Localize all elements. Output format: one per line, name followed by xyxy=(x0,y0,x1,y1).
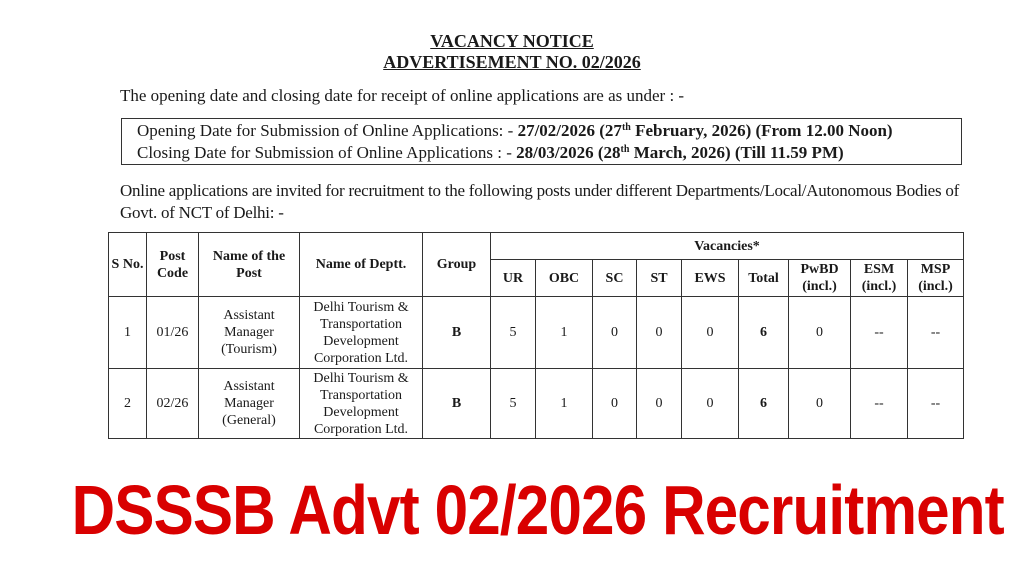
dates-box xyxy=(121,118,962,165)
header-group: Group xyxy=(423,233,491,297)
cell-post-name: Assistant Manager (General) xyxy=(199,369,300,439)
opening-date-label: Opening Date for Submission of Online Applications: - xyxy=(137,121,518,140)
advertisement-number: ADVERTISEMENT NO. 02/2026 xyxy=(383,52,641,72)
cell-total: 6 xyxy=(739,297,789,369)
cell-esm: -- xyxy=(851,369,908,439)
header-st: ST xyxy=(637,260,682,297)
opening-date-line xyxy=(137,120,961,142)
header-row-1 xyxy=(109,233,964,260)
header-vacancies: Vacancies* xyxy=(491,233,964,260)
header-pwbd: PwBD (incl.) xyxy=(789,260,851,297)
cell-group: B xyxy=(423,369,491,439)
intro-text: The opening date and closing date for receipt of online applications are as under : - xyxy=(120,86,685,105)
closing-date-line xyxy=(137,142,961,164)
cell-obc: 1 xyxy=(536,369,593,439)
cell-sc: 0 xyxy=(593,297,637,369)
header-sc: SC xyxy=(593,260,637,297)
closing-date-value: 28/03/2026 (28th March, 2026) (Till 11.59 PM) xyxy=(516,143,844,162)
closing-date-label: Closing Date for Submission of Online Applications : - xyxy=(137,143,517,162)
cell-msp: -- xyxy=(908,297,964,369)
opening-date-value: 27/02/2026 (27th February, 2026) (From 12.00 Noon) xyxy=(517,121,893,140)
header-esm: ESM (incl.) xyxy=(851,260,908,297)
cell-ur: 5 xyxy=(491,369,536,439)
cell-st: 0 xyxy=(637,297,682,369)
header-obc: OBC xyxy=(536,260,593,297)
cell-post-code: 01/26 xyxy=(147,297,199,369)
cell-st: 0 xyxy=(637,369,682,439)
cell-pwbd: 0 xyxy=(789,297,851,369)
header-ur: UR xyxy=(491,260,536,297)
header-ews: EWS xyxy=(682,260,739,297)
cell-sno: 1 xyxy=(109,297,147,369)
header-post-code: Post Code xyxy=(147,233,199,297)
cell-post-code: 02/26 xyxy=(147,369,199,439)
cell-msp: -- xyxy=(908,369,964,439)
cell-sc: 0 xyxy=(593,369,637,439)
header-total: Total xyxy=(739,260,789,297)
recruitment-banner: DSSSB Advt 02/2026 Recruitment xyxy=(71,471,1004,549)
vacancy-table xyxy=(108,232,964,439)
table-row xyxy=(109,369,964,439)
notice-title: VACANCY NOTICE xyxy=(430,31,594,51)
header-sno: S No. xyxy=(109,233,147,297)
cell-obc: 1 xyxy=(536,297,593,369)
cell-dept: Delhi Tourism & Transportation Development Corporation Ltd. xyxy=(300,297,423,369)
cell-ur: 5 xyxy=(491,297,536,369)
invitation-paragraph: Online applications are invited for recruitment to the following posts under different Departments/Local/Autonomous Bodies of Govt. of NCT of Delhi: - xyxy=(120,181,960,222)
header-dept: Name of Deptt. xyxy=(300,233,423,297)
cell-post-name: Assistant Manager (Tourism) xyxy=(199,297,300,369)
cell-esm: -- xyxy=(851,297,908,369)
cell-group: B xyxy=(423,297,491,369)
cell-pwbd: 0 xyxy=(789,369,851,439)
cell-total: 6 xyxy=(739,369,789,439)
cell-ews: 0 xyxy=(682,297,739,369)
cell-sno: 2 xyxy=(109,369,147,439)
cell-ews: 0 xyxy=(682,369,739,439)
table-row xyxy=(109,297,964,369)
header-msp: MSP (incl.) xyxy=(908,260,964,297)
cell-dept: Delhi Tourism & Transportation Development Corporation Ltd. xyxy=(300,369,423,439)
header-post-name: Name of the Post xyxy=(199,233,300,297)
